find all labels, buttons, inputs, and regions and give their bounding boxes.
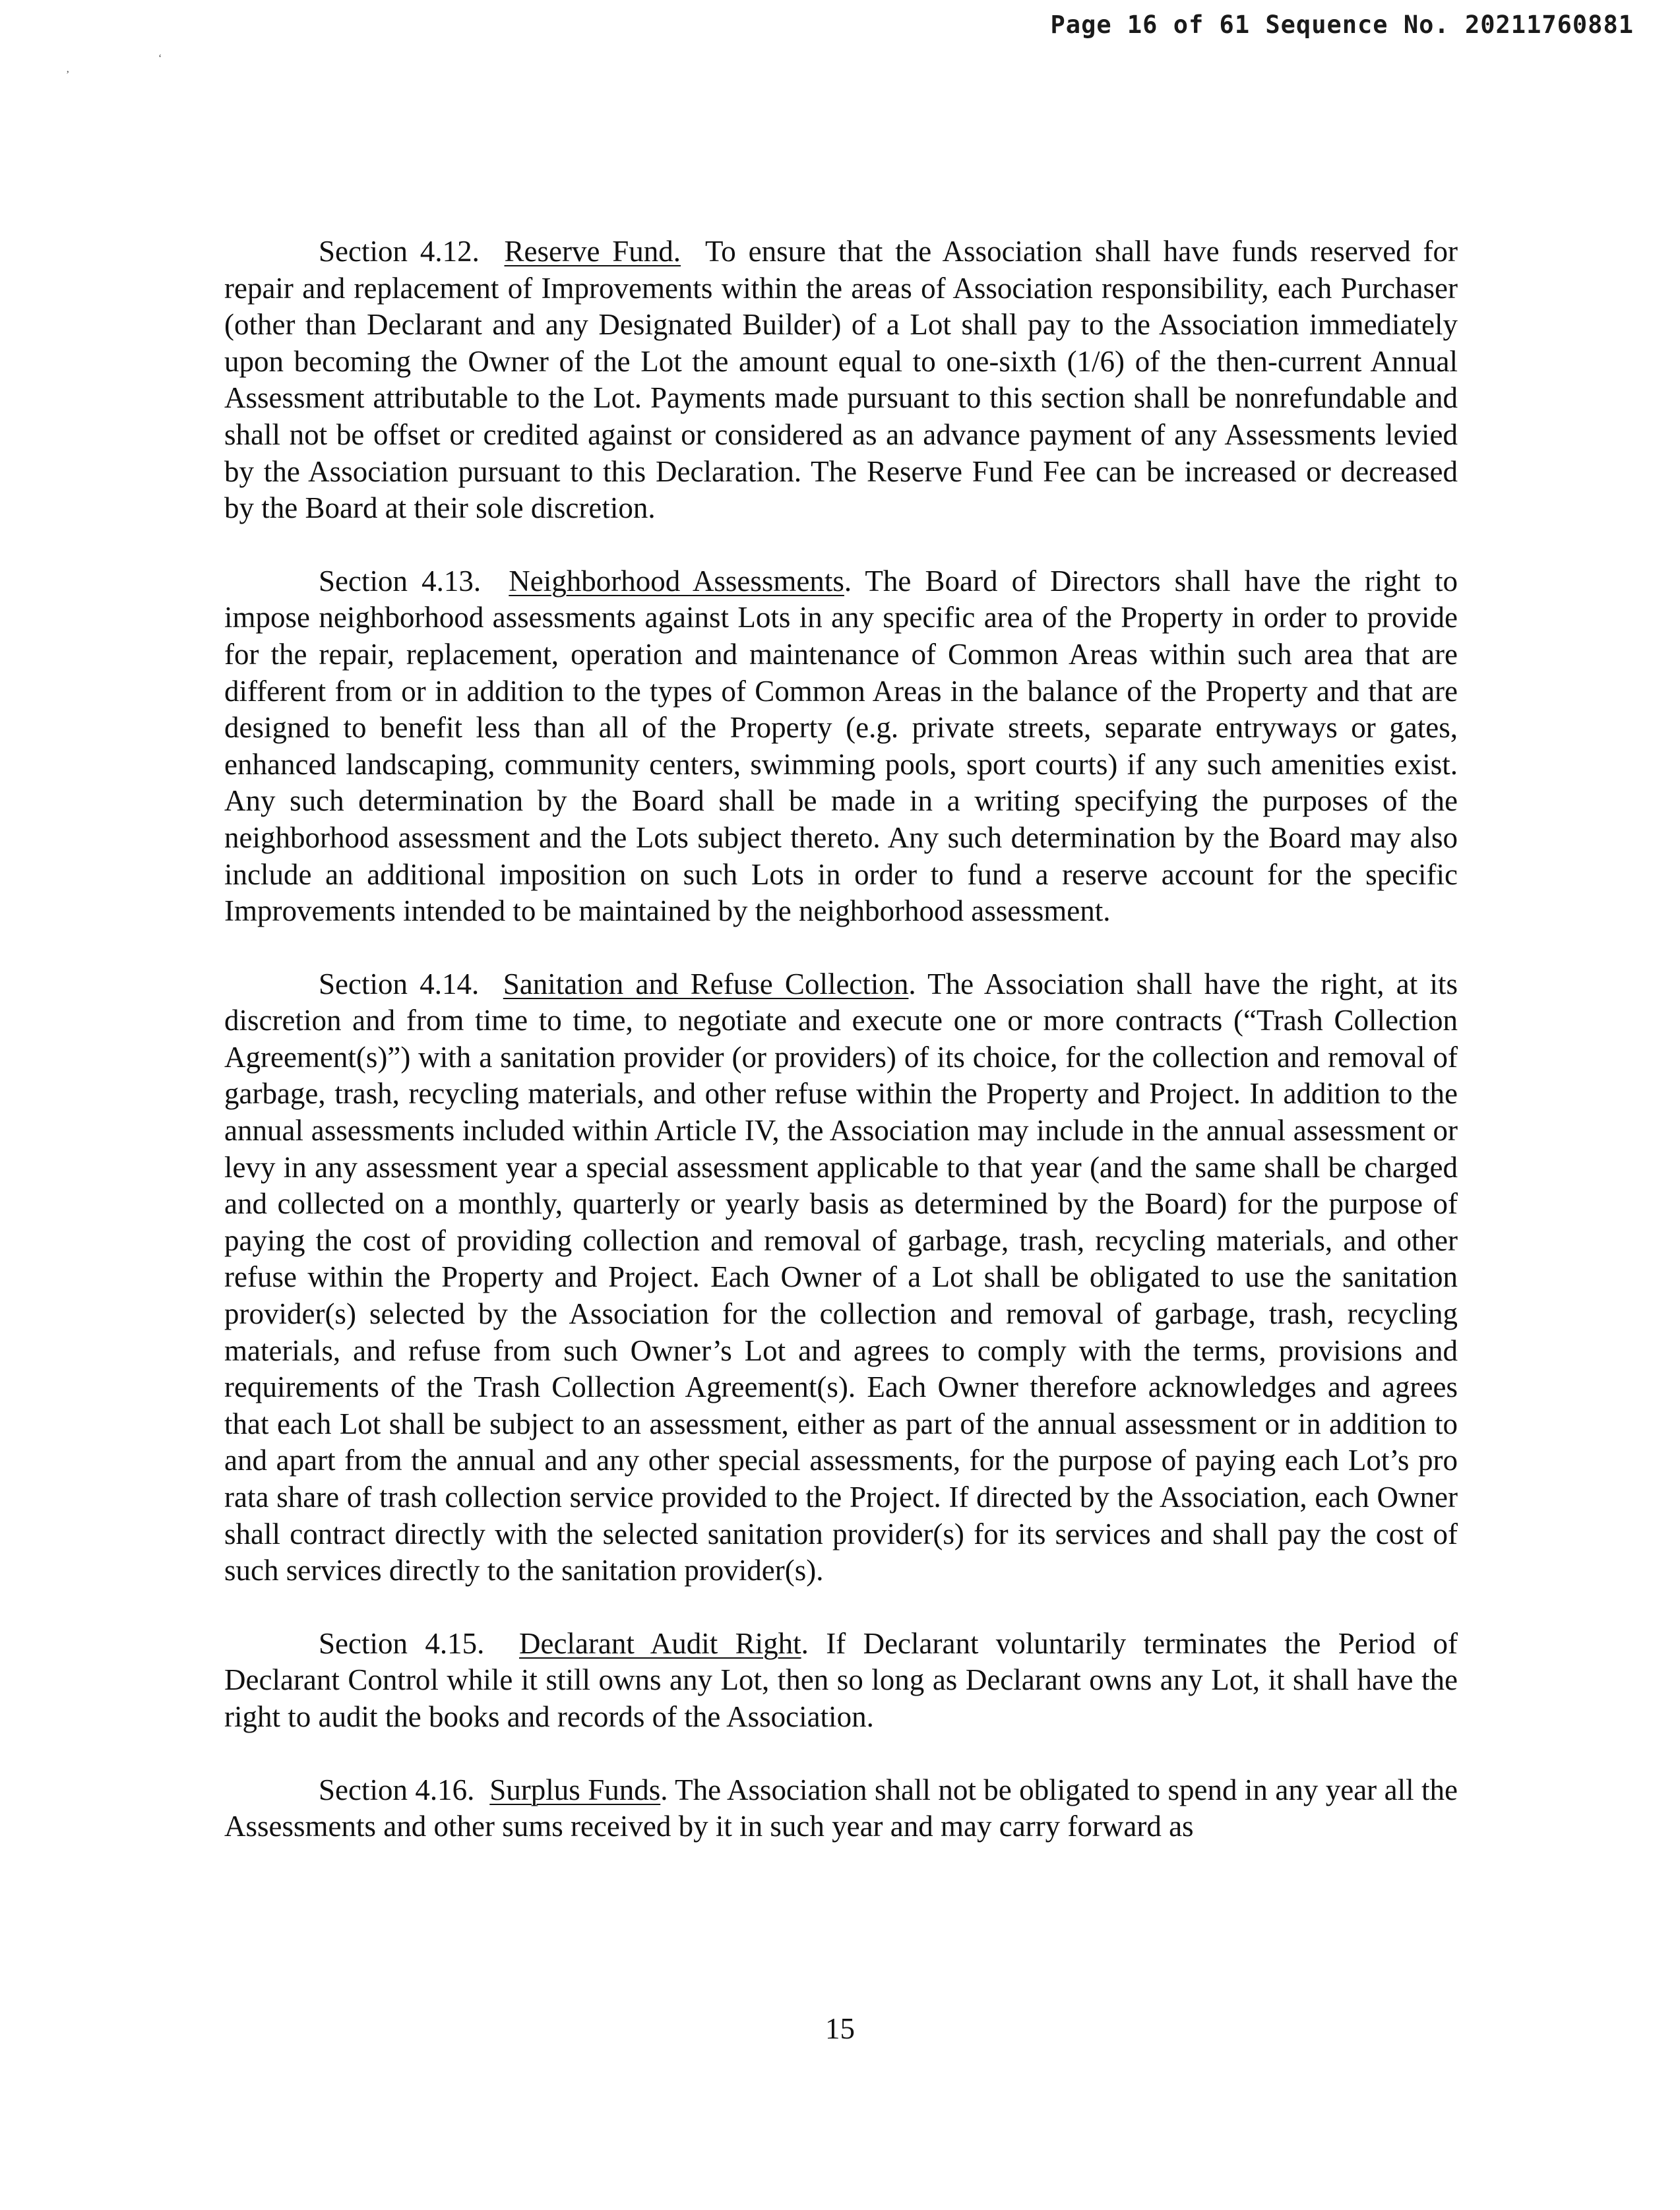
section-4-15 bbox=[224, 1626, 1458, 1736]
section-body: . The Association shall have the right, at its discretion and from time to time, to negotiate and execute one or more contracts (“Trash Collection Agreement(s)”) with a sanitation provider (or providers) of its choice, for the collection and removal of garbage, trash, recycling materials, and other refuse within the Property and Project. In addition to the annual assessments included within Article IV, the Association may include in the annual assessment or levy in any assessment year a special assessment applicable to that year (and the same shall be charged and collected on a monthly, quarterly or yearly basis as determined by the Board) for the purpose of paying the cost of providing collection and removal of garbage, trash, recycling materials, and other refuse within the Property and Project. Each Owner of a Lot shall be obligated to use the sanitation provider(s) selected by the Association for the collection and removal of garbage, trash, recycling materials, and refuse from such Owner’s Lot and agrees to comply with the terms, provisions and requirements of the Trash Collection Agreement(s). Each Owner therefore acknowledges and agrees that each Lot shall be subject to an assessment, either as part of the annual assessment or in addition to and apart from the annual and any other special assessments, for the purpose of paying each Lot’s pro rata share of trash collection service provided to the Project. If directed by the Association, each Owner shall contract directly with the selected sanitation provider(s) for its services and shall pay the cost of such services directly to the sanitation provider(s). bbox=[224, 967, 1458, 1587]
section-title: Reserve Fund. bbox=[504, 235, 681, 268]
section-number: Section 4.16. bbox=[319, 1773, 475, 1806]
section-title: Neighborhood Assessments bbox=[509, 564, 844, 598]
section-4-13 bbox=[224, 563, 1458, 930]
document-header: Page 16 of 61 Sequence No. 20211760881 bbox=[1050, 11, 1634, 39]
section-title: Declarant Audit Right bbox=[519, 1626, 801, 1660]
section-body: To ensure that the Association shall have funds reserved for repair and replacement of Improvements within the areas of Association responsibility, each Purchaser (other than Declarant and any Designated Builder) of a Lot shall pay to the Association immediately upon becoming the Owner of the Lot the amount equal to one-sixth (1/6) of the then-current Annual Assessment attributable to the Lot. Payments made pursuant to this section shall be nonrefundable and shall not be offset or credited against or considered as an advance payment of any Assessments levied by the Association pursuant to this Declaration. The Reserve Fund Fee can be increased or decreased by the Board at their sole discretion. bbox=[224, 235, 1458, 525]
section-body: . The Board of Directors shall have the right to impose neighborhood assessments against Lots in any specific area of the Property in order to provide for the repair, replacement, operation and maintenance of Common Areas within such area that are different from or in addition to the types of Common Areas in the balance of the Property and that are designed to benefit less than all of the Property (e.g. private streets, separate entryways or gates, enhanced landscaping, community centers, swimming pools, sport courts) if any such amenities exist. Any such determination by the Board shall be made in a writing specifying the purposes of the neighborhood assessment and the Lots subject thereto. Any such determination by the Board may also include an additional imposition on such Lots in order to fund a reserve account for the specific Improvements intended to be maintained by the neighborhood assessment. bbox=[224, 564, 1458, 928]
document-body bbox=[224, 233, 1458, 1882]
section-4-12 bbox=[224, 233, 1458, 527]
page-number: 15 bbox=[825, 2012, 855, 2045]
section-title: Surplus Funds bbox=[489, 1773, 661, 1806]
section-number: Section 4.15. bbox=[319, 1626, 485, 1660]
section-number: Section 4.12. bbox=[319, 235, 480, 268]
section-title: Sanitation and Refuse Collection bbox=[503, 967, 909, 1000]
section-body: . The Association shall not be obligated to spend in any year all the Assessments and other sums received by it in such year and may carry forward as bbox=[224, 1773, 1458, 1843]
section-body: . If Declarant voluntarily terminates the Period of Declarant Control while it still owns any Lot, then so long as Declarant owns any Lot, it shall have the right to audit the books and records of the Association. bbox=[224, 1626, 1458, 1733]
section-4-16 bbox=[224, 1772, 1458, 1845]
section-number: Section 4.13. bbox=[319, 564, 482, 598]
section-number: Section 4.14. bbox=[319, 967, 480, 1000]
section-4-14 bbox=[224, 966, 1458, 1589]
